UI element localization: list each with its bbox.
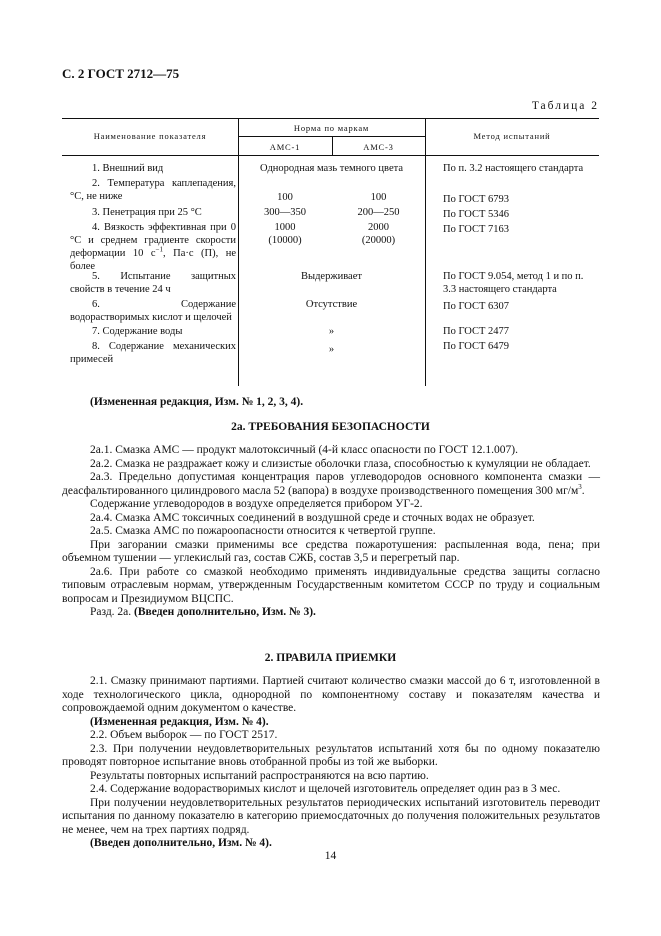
section-2-title: 2. ПРАВИЛА ПРИЕМКИ (264, 652, 397, 664)
row-8-name: 8. Содержание механических примесей (70, 341, 236, 365)
para-2-4-note: При получении неудовлетворительных результатов периодических испытаний изготовитель переводит испытания по данному показателю в категорию приемосдаточных до получения положительных результатов не менее, чем на трех партиях подряд. (62, 796, 600, 836)
row-4-ams1: 1000 (10000) (268, 222, 302, 246)
amendment-note: (Измененная редакция, Изм. № 1, 2, 3, 4). (90, 396, 304, 408)
para-2a-4: 2а.4. Смазка АМС токсичных соединений в воздушной среде и сточных водах не образует. (90, 511, 535, 524)
row-5-method: По ГОСТ 9.054, метод 1 и по п. 3.3 настоящего стандарта (443, 271, 584, 295)
row-6-name: 6. Содержание водорастворимых кислот и щелочей (70, 299, 236, 323)
row-2-name: 2. Температура каплепадения, °С, не ниже (70, 178, 236, 202)
row-7-method: По ГОСТ 2477 (443, 326, 510, 337)
row-3-name: 3. Пенетрация при 25 °С (92, 207, 202, 218)
para-2a-1: 2а.1. Смазка АМС — продукт малотоксичный (4-й класс опасности по ГОСТ 12.1.007). (90, 444, 518, 456)
para-2a-5-note: При загорании смазки применимы все средства пожаротушения: распыленная вода, пена; при объемном тушении — углекислый газ, состав СЖБ, состав 3,5 и перегретый пар. (62, 538, 600, 564)
para-2-1-note: (Измененная редакция, Изм. № 4). (90, 715, 269, 728)
row-7-norm: » (328, 326, 335, 337)
row-4-ams3: 2000 (20000) (361, 222, 396, 246)
row-6-method: По ГОСТ 6307 (443, 301, 510, 312)
table-top-rule (62, 118, 599, 119)
para-2-3: 2.3. При получении неудовлетворительных результатов испытаний хотя бы по одному показателю проводят повторное испытание вновь отобранной пробы из той же выборки. (62, 742, 600, 768)
page-header: С. 2 ГОСТ 2712—75 (62, 66, 180, 81)
para-2-1: 2.1. Смазку принимают партиями. Партией считают количество смазки массой до 6 т, изготовленной в ходе технологического цикла, однородной по компонентному составу и показателям качества и сопровождаемой одним документом о качестве. (62, 675, 600, 714)
header-norm: Норма по маркам (293, 123, 370, 133)
page-number: 14 (324, 850, 337, 862)
row-3-ams3: 200—250 (357, 207, 400, 218)
row-1-name: 1. Внешний вид (92, 163, 164, 174)
row-5-name: 5. Испытание защитных свойств в течение 24 ч (70, 271, 236, 295)
row-8-method: По ГОСТ 6479 (443, 341, 510, 352)
para-2a-6: 2а.6. При работе со смазкой необходимо применять индивидуальные средства защиты согласно типовым отраслевым нормам, утвержденным Государственным комитетом СССР по труду и социальным вопросам и Президиумом ВЦСПС. (62, 565, 600, 605)
properties-table (62, 118, 599, 386)
header-ams3: АМС-3 (363, 142, 394, 152)
para-2a-5: 2а.5. Смазка АМС по пожароопасности относится к четвертой группе. (90, 525, 436, 537)
para-2a-3: 2а.3. Предельно допустимая концентрация паров углеводородов основного компонента смазки — деасфальтированного цилиндрового масла 52 (вапора) в воздухе производственного помещения 300 $мг/м^3$. (62, 471, 600, 497)
row-2-ams3: 100 (370, 192, 387, 203)
table-vline-3 (425, 118, 426, 386)
section-2a-title: 2а. ТРЕБОВАНИЯ БЕЗОПАСНОСТИ (231, 421, 430, 433)
table-header-rule (62, 155, 599, 156)
row-3-ams1: 300—350 (264, 207, 306, 218)
row-8-norm: » (328, 344, 335, 355)
row-6-norm: Отсутствие (305, 299, 358, 310)
para-2-4: 2.4. Содержание водорастворимых кислот и щелочей изготовитель определяет один раз в 3 мес. (90, 783, 561, 795)
para-2-3-note: Результаты повторных испытаний распространяются на всю партию. (90, 769, 429, 782)
section-2a-body (62, 444, 600, 620)
row-3-method: По ГОСТ 5346 (443, 209, 510, 220)
row-7-name: 7. Содержание воды (92, 326, 183, 337)
para-2a-footer: Разд. 2а. (Введен дополнительно, Изм. № 3). (90, 606, 316, 618)
row-4-method: По ГОСТ 7163 (443, 224, 510, 235)
section-2-body (62, 675, 600, 851)
header-indicator: Наименование показателя (93, 131, 207, 141)
para-2-4-footer: (Введен дополнительно, Изм. № 4). (90, 837, 272, 849)
row-1-method: По п. 3.2 настоящего стандарта (443, 163, 584, 174)
para-2-2: 2.2. Объем выборок — по ГОСТ 2517. (90, 729, 278, 741)
row-2-ams1: 100 (277, 192, 293, 203)
row-5-norm: Выдерживает (301, 271, 362, 282)
header-ams1: АМС-1 (269, 142, 301, 152)
header-method: Метод испытаний (473, 131, 551, 141)
para-2a-3-note: Содержание углеводородов в воздухе определяется прибором УГ-2. (90, 498, 423, 510)
para-2a-2: 2а.2. Смазка не раздражает кожу и слизистые оболочки глаза, способностью к кумуляции не обладает. (90, 457, 591, 470)
table-label: Таблица 2 (531, 100, 599, 112)
row-4-name: 4. Вязкость эффективная при 0 °С и среднем градиенте скорости деформации 10 $с^{-1}$, Па·с (П), не более (70, 222, 236, 272)
row-2-method: По ГОСТ 6793 (443, 194, 510, 205)
row-1-norm: Однородная мазь темного цвета (260, 163, 403, 174)
